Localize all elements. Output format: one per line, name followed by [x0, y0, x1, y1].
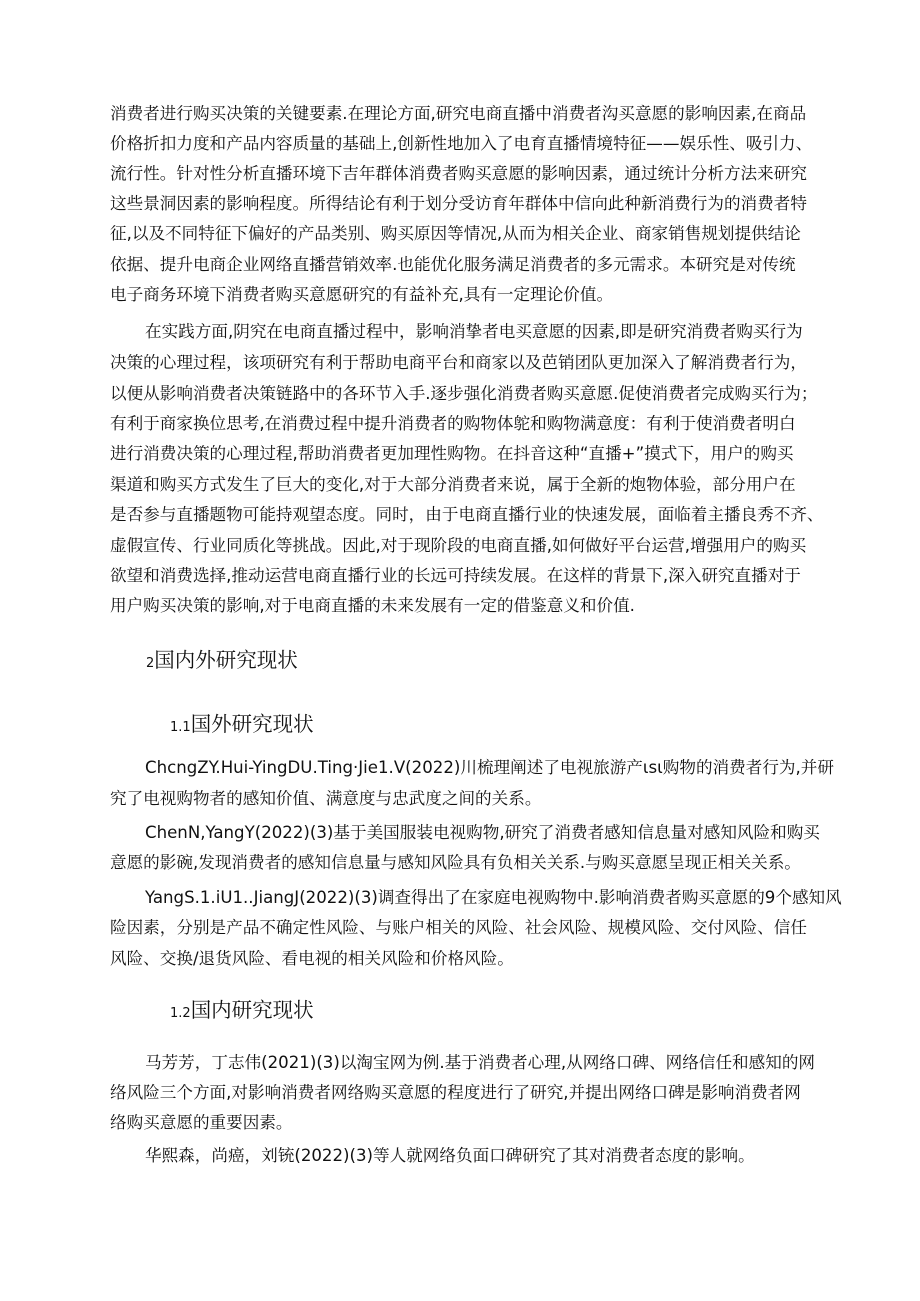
practice-line: 决策的心理过程，该项研究有利于帮助电商平台和商家以及芭销团队更加深入了解消费者行为，	[110, 353, 807, 372]
foreign-research-line: 险因素，分别是产品不确定性风险、与账户相关的风险、社会风险、规模风险、交付风险、信任	[110, 918, 807, 937]
practice-line: 进行消费决策的心理过程,帮助消费者更加理性购物。在抖音这种“直播+”摸式下，用户的购买	[110, 444, 794, 463]
section-heading	[146, 648, 298, 676]
intro-line: 消费者进行购买决策的关键要素.在理论方面,研究电商直播中消费者沟买意愿的影响因素,在商品	[110, 104, 807, 123]
foreign-research-line: ChcngZY.Hui-YingDU.Ting·Jie1.V(2022)川梳理阐述了电视旅游产ιsι购物的消费者行为,并研	[145, 758, 834, 777]
subsection-title: 国内研究现状	[190, 998, 314, 1022]
intro-line: 这些景洞因素的影响程度。所得结论有利于划分受访育年群体中信向此种新消费行为的消费者特	[110, 194, 807, 213]
intro-line: 征,以及不同特征下偏好的产品类别、购买原因等情况,从而为相关企业、商家销售规划提供结论	[110, 224, 801, 243]
intro-line: 流行性。针对性分析直播环境下吉年群体消费者购买意愿的影响因素，通过统计分析方法来研究	[110, 164, 807, 183]
subsection-heading	[170, 712, 314, 740]
intro-line: 电子商务环境下消费者购买意愿研究的有益补充,具有一定理论价值。	[110, 285, 614, 304]
domestic-research-line: 华熙森，尚癌，刘铳(2022)(3)等人就网络负面口碑研究了其对消费者态度的影响。	[145, 1146, 755, 1165]
foreign-research-line: ChenN,YangY(2022)(3)基于美国服装电视购物,研究了消费者感知信息量对感知风险和购买	[145, 823, 820, 842]
practice-line: 以便从影响消费者决策链路中的各环节入手.逐步强化消费者购买意愿.促使消费者完成购买行为；	[110, 384, 818, 403]
subsection-heading	[170, 998, 314, 1026]
section-title: 国内外研究现状	[154, 648, 298, 672]
foreign-research-line: 意愿的影碗,发现消费者的感知信息量与感知风险具有负相关关系.与购买意愿呈现正相关关系。	[110, 853, 801, 872]
subsection-number: 1.1	[170, 720, 191, 735]
domestic-research-line: 马芳芳，丁志伟(2021)(3)以淘宝网为例.基于消费者心理,从网络口碑、网络信任和感知的网	[145, 1053, 816, 1072]
subsection-title: 国外研究现状	[190, 712, 314, 736]
practice-line: 是否参与直播题物可能持观望态度。同时，由于电商直播行业的快速发展，面临着主播良秀不齐、	[110, 505, 824, 524]
domestic-research-line: 络购买意愿的重要因素。	[110, 1113, 293, 1132]
intro-line: 依据、提升电商企业网络直播营销效率.也能优化服务满足消费者的多元需求。本研究是对传统	[110, 255, 796, 274]
practice-line: 有利于商家换位思考,在消费过程中提升消费者的购物体鸵和购物满意度：有利于使消费者明白	[110, 414, 796, 433]
intro-line: 价格折扣力度和产品内容质量的基础上,创新性地加入了电育直播情境特征——娱乐性、吸引力、	[110, 134, 813, 153]
practice-line: 虚假宣传、行业同质化等挑战。因此,对于现阶段的电商直播,如何做好平台运营,增强用户的购买	[110, 536, 807, 555]
subsection-number: 1.2	[170, 1006, 191, 1021]
practice-line: 渠道和购买方式发生了巨大的变化,对于大部分消费者来说，属于全新的炮物体验，部分用户在	[110, 475, 796, 494]
section-number: 2	[146, 656, 155, 671]
foreign-research-line: YangS.1.iU1..JiangJ(2022)(3)调查得出了在家庭电视购物中.影响消费者购买意愿的9个感知风	[145, 888, 842, 907]
domestic-research-line: 络风险三个方面,对影响消费者网络购买意愿的程度进行了研究,并提出网络口碑是影响消费者网	[110, 1083, 801, 1102]
foreign-research-line: 究了电视购物者的感知价值、满意度与忠武度之间的关系。	[110, 789, 542, 808]
practice-line: 欲望和消费选择,推动运营电商直播行业的长远可持续发展。在这样的背景下,深入研究直播对于	[110, 566, 801, 585]
practice-line: 在实践方面,阴究在电商直播过程中，影响消挚者电买意愿的因素,即是研究消费者购买行为	[145, 322, 803, 341]
practice-line: 用户购买决策的影响,对于电商直播的未来发展有一定的借鉴意义和价值.	[110, 596, 635, 615]
foreign-research-line: 风险、交换/退货风险、看电视的相关风险和价格风险。	[110, 949, 514, 968]
